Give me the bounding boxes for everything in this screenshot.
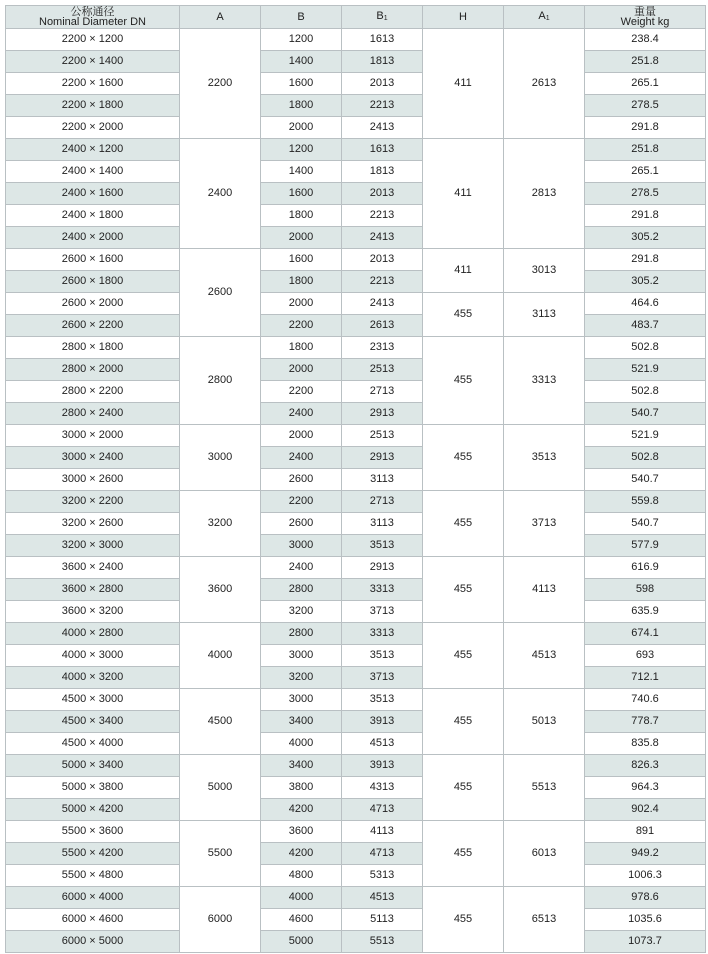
cell-b1: 2213 <box>342 271 423 293</box>
cell-a1: 5013 <box>504 689 585 755</box>
cell-weight: 902.4 <box>585 799 706 821</box>
cell-nominal-diameter: 2600 × 2000 <box>6 293 180 315</box>
table-row <box>6 623 706 645</box>
cell-a: 2600 <box>180 249 261 337</box>
cell-b: 3400 <box>261 711 342 733</box>
table-row <box>6 359 706 381</box>
cell-b1: 2013 <box>342 183 423 205</box>
cell-weight: 559.8 <box>585 491 706 513</box>
cell-b: 3000 <box>261 645 342 667</box>
cell-nominal-diameter: 3000 × 2400 <box>6 447 180 469</box>
header-a: A <box>180 6 261 29</box>
cell-b1: 4513 <box>342 733 423 755</box>
cell-nominal-diameter: 4000 × 3200 <box>6 667 180 689</box>
header-row <box>6 6 706 29</box>
header-weight-en: Weight kg <box>620 16 670 28</box>
cell-nominal-diameter: 2200 × 1200 <box>6 29 180 51</box>
cell-a: 6000 <box>180 887 261 953</box>
cell-a1: 2813 <box>504 139 585 249</box>
table-row <box>6 271 706 293</box>
cell-h: 455 <box>423 623 504 689</box>
cell-nominal-diameter: 3000 × 2600 <box>6 469 180 491</box>
cell-weight: 964.3 <box>585 777 706 799</box>
table-row <box>6 799 706 821</box>
table-row <box>6 51 706 73</box>
cell-b: 2400 <box>261 403 342 425</box>
cell-b1: 2913 <box>342 447 423 469</box>
cell-a1: 3713 <box>504 491 585 557</box>
cell-weight: 291.8 <box>585 117 706 139</box>
table-row <box>6 513 706 535</box>
cell-b: 3400 <box>261 755 342 777</box>
cell-nominal-diameter: 2200 × 1800 <box>6 95 180 117</box>
cell-nominal-diameter: 2400 × 1800 <box>6 205 180 227</box>
table-row <box>6 865 706 887</box>
cell-nominal-diameter: 3000 × 2000 <box>6 425 180 447</box>
header-a1-sub: 1 <box>545 14 550 22</box>
cell-b: 1400 <box>261 51 342 73</box>
cell-h: 455 <box>423 337 504 425</box>
cell-weight: 978.6 <box>585 887 706 909</box>
cell-weight: 502.8 <box>585 381 706 403</box>
cell-weight: 265.1 <box>585 161 706 183</box>
cell-weight: 521.9 <box>585 425 706 447</box>
cell-h: 411 <box>423 29 504 139</box>
cell-b1: 2513 <box>342 425 423 447</box>
cell-b: 4800 <box>261 865 342 887</box>
cell-b: 2000 <box>261 425 342 447</box>
cell-nominal-diameter: 4000 × 2800 <box>6 623 180 645</box>
cell-nominal-diameter: 2400 × 1600 <box>6 183 180 205</box>
table-row <box>6 821 706 843</box>
cell-a: 5000 <box>180 755 261 821</box>
cell-b1: 2913 <box>342 403 423 425</box>
cell-b: 1800 <box>261 337 342 359</box>
cell-nominal-diameter: 2400 × 1400 <box>6 161 180 183</box>
cell-a1: 6513 <box>504 887 585 953</box>
cell-h: 455 <box>423 887 504 953</box>
cell-h: 455 <box>423 491 504 557</box>
cell-nominal-diameter: 4500 × 4000 <box>6 733 180 755</box>
cell-nominal-diameter: 2800 × 1800 <box>6 337 180 359</box>
cell-b: 1200 <box>261 139 342 161</box>
cell-b1: 1813 <box>342 51 423 73</box>
cell-h: 455 <box>423 689 504 755</box>
table-row <box>6 667 706 689</box>
cell-weight: 674.1 <box>585 623 706 645</box>
cell-weight: 502.8 <box>585 337 706 359</box>
cell-b: 2000 <box>261 359 342 381</box>
cell-nominal-diameter: 2800 × 2400 <box>6 403 180 425</box>
cell-nominal-diameter: 2600 × 1800 <box>6 271 180 293</box>
cell-nominal-diameter: 2600 × 1600 <box>6 249 180 271</box>
table-row <box>6 249 706 271</box>
cell-b1: 3313 <box>342 579 423 601</box>
header-a1 <box>504 6 585 29</box>
cell-weight: 826.3 <box>585 755 706 777</box>
cell-b1: 3713 <box>342 667 423 689</box>
cell-nominal-diameter: 6000 × 5000 <box>6 931 180 953</box>
cell-b: 1800 <box>261 205 342 227</box>
table-row <box>6 337 706 359</box>
cell-a1: 4513 <box>504 623 585 689</box>
cell-nominal-diameter: 3600 × 3200 <box>6 601 180 623</box>
cell-b1: 2913 <box>342 557 423 579</box>
cell-b: 1400 <box>261 161 342 183</box>
cell-nominal-diameter: 5500 × 3600 <box>6 821 180 843</box>
table-row <box>6 315 706 337</box>
cell-h: 411 <box>423 249 504 293</box>
cell-a: 3000 <box>180 425 261 491</box>
cell-weight: 949.2 <box>585 843 706 865</box>
cell-b1: 3513 <box>342 535 423 557</box>
table-row <box>6 183 706 205</box>
cell-b: 1200 <box>261 29 342 51</box>
header-a1-base: A <box>538 9 546 22</box>
cell-nominal-diameter: 3200 × 2200 <box>6 491 180 513</box>
cell-b1: 3313 <box>342 623 423 645</box>
header-nominal-diameter-cn: 公称通径 <box>70 6 115 18</box>
cell-b: 2800 <box>261 623 342 645</box>
cell-b: 2200 <box>261 381 342 403</box>
table-row <box>6 205 706 227</box>
cell-nominal-diameter: 5500 × 4800 <box>6 865 180 887</box>
cell-nominal-diameter: 5000 × 3400 <box>6 755 180 777</box>
cell-h: 455 <box>423 821 504 887</box>
table-row <box>6 755 706 777</box>
cell-nominal-diameter: 2600 × 2200 <box>6 315 180 337</box>
cell-nominal-diameter: 2200 × 2000 <box>6 117 180 139</box>
cell-b: 2400 <box>261 447 342 469</box>
cell-b1: 2613 <box>342 315 423 337</box>
cell-weight: 540.7 <box>585 403 706 425</box>
cell-b1: 3113 <box>342 469 423 491</box>
table-row <box>6 139 706 161</box>
table-row <box>6 645 706 667</box>
cell-a1: 3513 <box>504 425 585 491</box>
table-row <box>6 95 706 117</box>
cell-weight: 265.1 <box>585 73 706 95</box>
cell-b1: 1613 <box>342 29 423 51</box>
cell-nominal-diameter: 6000 × 4600 <box>6 909 180 931</box>
cell-nominal-diameter: 3200 × 3000 <box>6 535 180 557</box>
cell-weight: 740.6 <box>585 689 706 711</box>
cell-weight: 502.8 <box>585 447 706 469</box>
cell-nominal-diameter: 4500 × 3400 <box>6 711 180 733</box>
cell-b1: 2013 <box>342 73 423 95</box>
cell-a: 2200 <box>180 29 261 139</box>
cell-weight: 598 <box>585 579 706 601</box>
cell-weight: 577.9 <box>585 535 706 557</box>
cell-b1: 2413 <box>342 293 423 315</box>
cell-a: 5500 <box>180 821 261 887</box>
cell-weight: 778.7 <box>585 711 706 733</box>
cell-b: 2400 <box>261 557 342 579</box>
cell-b: 4600 <box>261 909 342 931</box>
cell-b: 4200 <box>261 799 342 821</box>
cell-b1: 3713 <box>342 601 423 623</box>
cell-a: 3200 <box>180 491 261 557</box>
cell-nominal-diameter: 3600 × 2800 <box>6 579 180 601</box>
table-row <box>6 601 706 623</box>
cell-weight: 291.8 <box>585 249 706 271</box>
cell-b1: 3513 <box>342 645 423 667</box>
cell-b: 3200 <box>261 667 342 689</box>
cell-nominal-diameter: 3600 × 2400 <box>6 557 180 579</box>
cell-weight: 483.7 <box>585 315 706 337</box>
cell-nominal-diameter: 2200 × 1400 <box>6 51 180 73</box>
cell-a1: 4113 <box>504 557 585 623</box>
cell-b: 2000 <box>261 227 342 249</box>
cell-nominal-diameter: 2400 × 2000 <box>6 227 180 249</box>
cell-h: 455 <box>423 293 504 337</box>
table-row <box>6 161 706 183</box>
table-row <box>6 887 706 909</box>
cell-nominal-diameter: 5000 × 4200 <box>6 799 180 821</box>
table-row <box>6 843 706 865</box>
header-b1 <box>342 6 423 29</box>
table-row <box>6 447 706 469</box>
cell-b: 2600 <box>261 513 342 535</box>
header-b1-base: B <box>376 9 384 22</box>
header-b: B <box>261 6 342 29</box>
cell-nominal-diameter: 2200 × 1600 <box>6 73 180 95</box>
table-row <box>6 293 706 315</box>
cell-b1: 3913 <box>342 755 423 777</box>
cell-nominal-diameter: 4000 × 3000 <box>6 645 180 667</box>
cell-a: 4500 <box>180 689 261 755</box>
cell-b1: 4713 <box>342 843 423 865</box>
cell-a1: 3113 <box>504 293 585 337</box>
cell-weight: 1073.7 <box>585 931 706 953</box>
table-row <box>6 491 706 513</box>
table-row <box>6 29 706 51</box>
cell-a: 4000 <box>180 623 261 689</box>
table-row <box>6 381 706 403</box>
cell-b1: 3513 <box>342 689 423 711</box>
cell-weight: 635.9 <box>585 601 706 623</box>
cell-b: 2000 <box>261 117 342 139</box>
table-row <box>6 557 706 579</box>
cell-b: 2200 <box>261 491 342 513</box>
header-nominal-diameter-en: Nominal Diameter DN <box>39 16 146 28</box>
table-row <box>6 689 706 711</box>
header-b1-sub: 1 <box>383 14 388 22</box>
cell-b: 1600 <box>261 73 342 95</box>
cell-b: 1600 <box>261 183 342 205</box>
cell-b: 2800 <box>261 579 342 601</box>
cell-b1: 4113 <box>342 821 423 843</box>
cell-weight: 238.4 <box>585 29 706 51</box>
cell-b1: 1613 <box>342 139 423 161</box>
cell-b: 1600 <box>261 249 342 271</box>
cell-nominal-diameter: 2800 × 2200 <box>6 381 180 403</box>
header-h: H <box>423 6 504 29</box>
cell-a1: 2613 <box>504 29 585 139</box>
cell-b: 3800 <box>261 777 342 799</box>
cell-weight: 305.2 <box>585 227 706 249</box>
cell-b: 2600 <box>261 469 342 491</box>
cell-b1: 4713 <box>342 799 423 821</box>
cell-b: 3000 <box>261 535 342 557</box>
cell-b1: 2013 <box>342 249 423 271</box>
cell-nominal-diameter: 5000 × 3800 <box>6 777 180 799</box>
table-row <box>6 733 706 755</box>
cell-b1: 5313 <box>342 865 423 887</box>
header-nominal-diameter <box>6 6 180 29</box>
spec-table <box>5 5 706 953</box>
header-weight-cn: 重量 <box>634 6 656 18</box>
cell-nominal-diameter: 6000 × 4000 <box>6 887 180 909</box>
table-row <box>6 535 706 557</box>
cell-b: 2200 <box>261 315 342 337</box>
table-row <box>6 579 706 601</box>
cell-nominal-diameter: 2400 × 1200 <box>6 139 180 161</box>
cell-b1: 2213 <box>342 95 423 117</box>
cell-weight: 693 <box>585 645 706 667</box>
cell-h: 411 <box>423 139 504 249</box>
cell-weight: 616.9 <box>585 557 706 579</box>
table-row <box>6 425 706 447</box>
cell-b: 5000 <box>261 931 342 953</box>
cell-weight: 1006.3 <box>585 865 706 887</box>
table-row <box>6 469 706 491</box>
cell-b1: 2713 <box>342 381 423 403</box>
cell-weight: 278.5 <box>585 95 706 117</box>
cell-a1: 6013 <box>504 821 585 887</box>
cell-weight: 712.1 <box>585 667 706 689</box>
cell-a1: 5513 <box>504 755 585 821</box>
table-row <box>6 711 706 733</box>
cell-nominal-diameter: 3200 × 2600 <box>6 513 180 535</box>
cell-b1: 4313 <box>342 777 423 799</box>
cell-b: 4000 <box>261 887 342 909</box>
cell-weight: 464.6 <box>585 293 706 315</box>
cell-b: 4000 <box>261 733 342 755</box>
table-row <box>6 227 706 249</box>
cell-b: 3600 <box>261 821 342 843</box>
cell-weight: 540.7 <box>585 469 706 491</box>
cell-b1: 2713 <box>342 491 423 513</box>
table-row <box>6 777 706 799</box>
cell-b1: 5513 <box>342 931 423 953</box>
header-weight <box>585 6 706 29</box>
cell-weight: 521.9 <box>585 359 706 381</box>
cell-h: 455 <box>423 557 504 623</box>
table-row <box>6 117 706 139</box>
table-row <box>6 403 706 425</box>
cell-h: 455 <box>423 755 504 821</box>
cell-b1: 2413 <box>342 227 423 249</box>
cell-b1: 2313 <box>342 337 423 359</box>
cell-b1: 5113 <box>342 909 423 931</box>
cell-weight: 835.8 <box>585 733 706 755</box>
cell-weight: 891 <box>585 821 706 843</box>
cell-weight: 278.5 <box>585 183 706 205</box>
cell-a: 3600 <box>180 557 261 623</box>
cell-b: 1800 <box>261 95 342 117</box>
cell-b1: 4513 <box>342 887 423 909</box>
cell-b1: 3913 <box>342 711 423 733</box>
cell-b1: 2413 <box>342 117 423 139</box>
cell-weight: 540.7 <box>585 513 706 535</box>
cell-nominal-diameter: 2800 × 2000 <box>6 359 180 381</box>
cell-b1: 2513 <box>342 359 423 381</box>
cell-weight: 1035.6 <box>585 909 706 931</box>
cell-b: 1800 <box>261 271 342 293</box>
cell-b: 4200 <box>261 843 342 865</box>
cell-b: 2000 <box>261 293 342 315</box>
cell-weight: 251.8 <box>585 139 706 161</box>
cell-a1: 3313 <box>504 337 585 425</box>
cell-weight: 291.8 <box>585 205 706 227</box>
cell-b: 3000 <box>261 689 342 711</box>
cell-weight: 305.2 <box>585 271 706 293</box>
table-row <box>6 73 706 95</box>
cell-weight: 251.8 <box>585 51 706 73</box>
cell-b1: 2213 <box>342 205 423 227</box>
cell-nominal-diameter: 4500 × 3000 <box>6 689 180 711</box>
cell-b1: 3113 <box>342 513 423 535</box>
table-row <box>6 931 706 953</box>
cell-b1: 1813 <box>342 161 423 183</box>
table-body <box>6 29 706 953</box>
cell-a1: 3013 <box>504 249 585 293</box>
cell-nominal-diameter: 5500 × 4200 <box>6 843 180 865</box>
cell-a: 2800 <box>180 337 261 425</box>
cell-h: 455 <box>423 425 504 491</box>
cell-a: 2400 <box>180 139 261 249</box>
cell-b: 3200 <box>261 601 342 623</box>
table-row <box>6 909 706 931</box>
